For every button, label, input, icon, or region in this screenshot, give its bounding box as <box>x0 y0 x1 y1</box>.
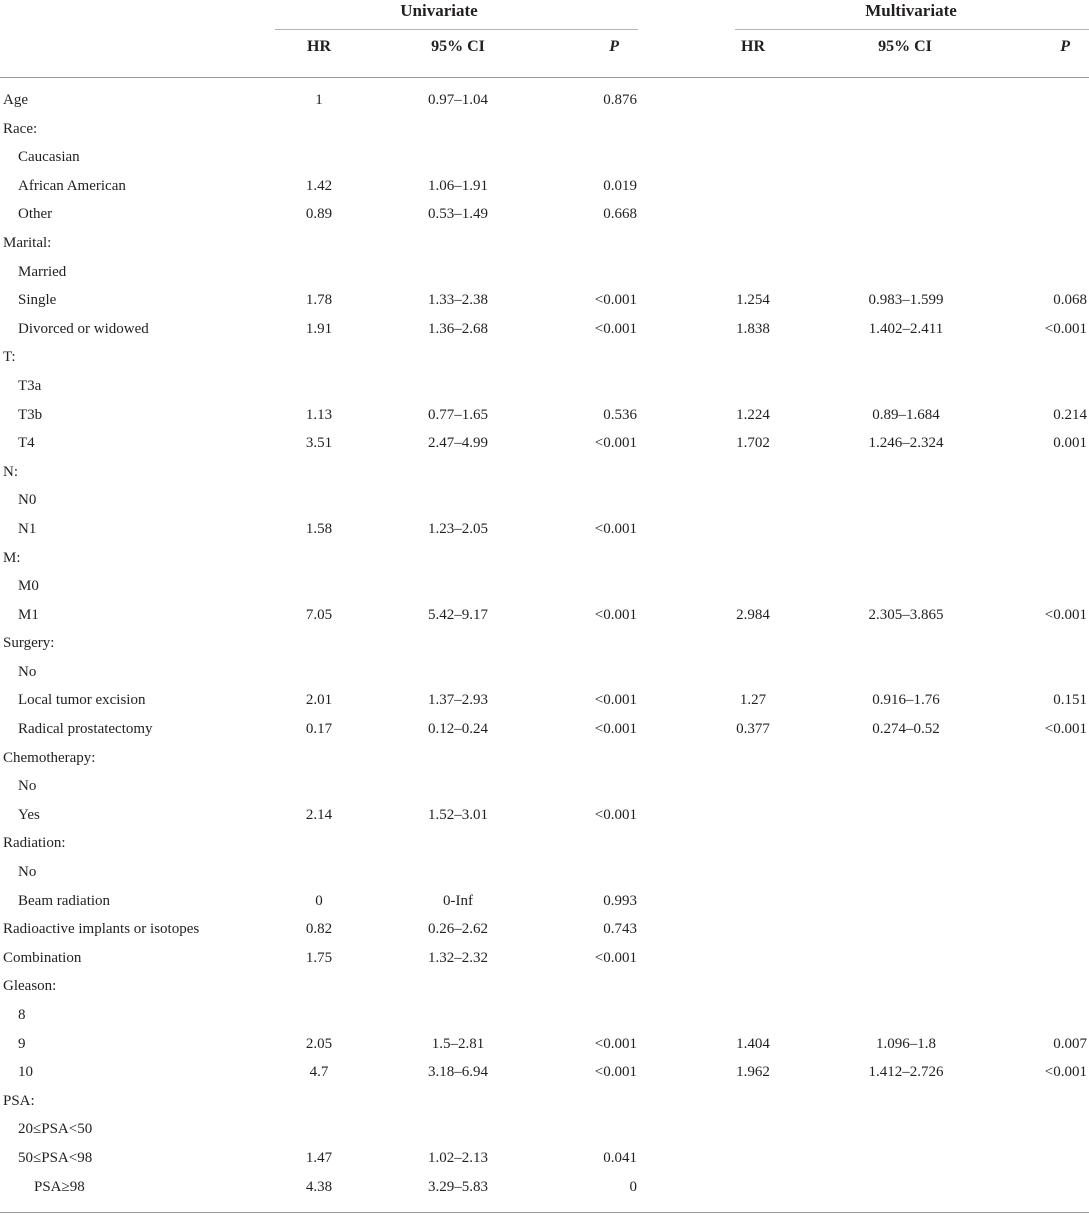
row-label: T3a <box>18 377 42 394</box>
univariate-ci-cell: 3.29–5.83 <box>428 1178 488 1195</box>
multivariate-hr-header: HR <box>741 38 765 55</box>
row-label: No <box>18 778 37 795</box>
univariate-hr-header: HR <box>307 38 331 55</box>
univariate-ci-cell: 1.37–2.93 <box>428 692 488 709</box>
table-row <box>0 144 1089 173</box>
table-row <box>0 316 1089 345</box>
univariate-ci-cell: 1.33–2.38 <box>428 292 488 309</box>
multivariate-hr-cell: 1.404 <box>736 1035 770 1052</box>
table-row <box>0 973 1089 1002</box>
table-row <box>0 745 1089 774</box>
table-row <box>0 573 1089 602</box>
row-label: Beam radiation <box>18 892 111 909</box>
univariate-p-header: P <box>609 38 619 55</box>
univariate-ci-cell: 0.77–1.65 <box>428 406 488 423</box>
univariate-ci-cell: 3.18–6.94 <box>428 1064 488 1081</box>
univariate-p-cell: <0.001 <box>594 721 637 738</box>
multivariate-ci-cell: 2.305–3.865 <box>868 606 944 623</box>
table-row <box>0 830 1089 859</box>
row-label: N: <box>3 463 18 480</box>
univariate-p-cell: <0.001 <box>594 320 637 337</box>
univariate-p-cell: <0.001 <box>594 806 637 823</box>
univariate-hr-cell: 1.75 <box>305 949 333 966</box>
univariate-p-cell: 0.743 <box>603 921 637 938</box>
table-body <box>0 87 1089 1202</box>
multivariate-hr-cell: 2.984 <box>736 606 770 623</box>
multivariate-p-cell: <0.001 <box>1044 606 1087 623</box>
multivariate-hr-cell: 1.702 <box>736 435 770 452</box>
table-row <box>0 916 1089 945</box>
table-row <box>0 459 1089 488</box>
univariate-p-cell: 0 <box>629 1178 637 1195</box>
univariate-ci-cell: 1.5–2.81 <box>431 1035 485 1052</box>
multivariate-p-cell: 0.001 <box>1053 435 1087 452</box>
univariate-p-cell: 0.876 <box>603 92 637 108</box>
row-label: PSA≥98 <box>34 1178 85 1195</box>
univariate-p-cell: 0.536 <box>603 406 637 423</box>
univariate-p-cell: 0.019 <box>603 177 637 194</box>
table-row <box>0 430 1089 459</box>
table-row <box>0 173 1089 202</box>
row-label: Gleason: <box>3 978 57 995</box>
univariate-ci-cell: 5.42–9.17 <box>428 606 488 623</box>
univariate-hr-cell: 3.51 <box>305 435 333 452</box>
univariate-hr-cell: 0.17 <box>305 721 333 738</box>
table-row <box>0 116 1089 145</box>
univariate-p-cell: <0.001 <box>594 606 637 623</box>
multivariate-header: Multivariate <box>865 1 957 20</box>
univariate-ci-cell: 0.12–0.24 <box>428 721 488 738</box>
table-row <box>0 1088 1089 1117</box>
univariate-hr-cell: 4.38 <box>305 1178 333 1195</box>
univariate-hr-cell: 1.47 <box>305 1149 333 1166</box>
row-label: T3b <box>18 406 43 423</box>
univariate-p-cell: <0.001 <box>594 435 637 452</box>
univariate-p-cell: 0.993 <box>603 892 637 909</box>
table-row <box>0 87 1089 116</box>
multivariate-p-cell: 0.151 <box>1053 692 1087 709</box>
univariate-ci-cell: 1.23–2.05 <box>428 520 488 537</box>
multivariate-underline <box>735 29 1089 30</box>
table-row <box>0 773 1089 802</box>
row-label: Marital: <box>3 234 52 251</box>
univariate-hr-cell: 0.89 <box>305 206 333 223</box>
univariate-p-cell: <0.001 <box>594 949 637 966</box>
univariate-hr-cell: 1.78 <box>305 292 333 309</box>
table-row <box>0 1174 1089 1203</box>
multivariate-p-header: P <box>1060 38 1070 55</box>
univariate-hr-cell: 1.42 <box>305 177 333 194</box>
table-row <box>0 602 1089 631</box>
univariate-p-cell: 0.041 <box>603 1149 637 1166</box>
table-row <box>0 859 1089 888</box>
multivariate-p-cell: 0.007 <box>1053 1035 1087 1052</box>
univariate-hr-cell: 0 <box>315 892 323 909</box>
univariate-hr-cell: 2.14 <box>305 806 333 823</box>
row-label: T: <box>3 349 16 366</box>
row-label: Combination <box>3 949 82 966</box>
univariate-ci-header: 95% CI <box>431 38 485 55</box>
table-row <box>0 888 1089 917</box>
univariate-hr-cell: 2.01 <box>305 692 333 709</box>
univariate-hr-cell: 1.13 <box>305 406 333 423</box>
multivariate-p-cell: <0.001 <box>1044 320 1087 337</box>
table-row <box>0 487 1089 516</box>
row-label: African American <box>18 177 126 194</box>
multivariate-hr-cell: 1.224 <box>736 406 770 423</box>
multivariate-hr-cell: 0.377 <box>736 721 770 738</box>
row-label: 10 <box>18 1064 33 1081</box>
univariate-p-cell: <0.001 <box>594 692 637 709</box>
multivariate-hr-cell: 1.838 <box>736 320 770 337</box>
table-row <box>0 1145 1089 1174</box>
multivariate-p-cell: 0.068 <box>1053 292 1087 309</box>
row-label: N1 <box>18 520 37 537</box>
row-label: Radiation: <box>3 835 66 852</box>
multivariate-ci-cell: 1.246–2.324 <box>868 435 944 452</box>
univariate-ci-cell: 1.36–2.68 <box>428 320 488 337</box>
row-label: M0 <box>18 578 39 595</box>
table-row <box>0 373 1089 402</box>
table-row <box>0 687 1089 716</box>
row-label: Age <box>3 92 28 108</box>
univariate-ci-cell: 0-Inf <box>443 892 473 909</box>
univariate-hr-cell: 1.91 <box>305 320 333 337</box>
row-label: Married <box>18 263 67 280</box>
row-label: No <box>18 864 37 881</box>
row-label: Yes <box>18 806 40 823</box>
row-label: 20≤PSA<50 <box>18 1121 93 1138</box>
univariate-ci-cell: 1.32–2.32 <box>428 949 488 966</box>
table-row <box>0 1031 1089 1060</box>
multivariate-p-cell: 0.214 <box>1053 406 1087 423</box>
univariate-p-cell: <0.001 <box>594 292 637 309</box>
univariate-ci-cell: 0.26–2.62 <box>428 921 488 938</box>
multivariate-p-cell: <0.001 <box>1044 1064 1087 1081</box>
multivariate-ci-cell: 1.412–2.726 <box>868 1064 944 1081</box>
table-row <box>0 201 1089 230</box>
row-label: Radical prostatectomy <box>18 721 153 738</box>
univariate-header: Univariate <box>400 1 478 20</box>
row-label: Race: <box>3 120 38 137</box>
table-row <box>0 1002 1089 1031</box>
bottom-rule <box>0 1212 1089 1213</box>
univariate-hr-cell: 2.05 <box>305 1035 333 1052</box>
univariate-ci-cell: 0.97–1.04 <box>428 92 488 108</box>
table-row <box>0 230 1089 259</box>
row-label: PSA: <box>3 1092 35 1109</box>
row-label: Divorced or widowed <box>18 320 149 337</box>
univariate-ci-cell: 0.53–1.49 <box>428 206 488 223</box>
univariate-p-cell: <0.001 <box>594 1035 637 1052</box>
table-row <box>0 1059 1089 1088</box>
univariate-p-cell: <0.001 <box>594 520 637 537</box>
univariate-underline <box>275 29 638 30</box>
table-row <box>0 1116 1089 1145</box>
row-label: Single <box>18 292 57 309</box>
univariate-hr-cell: 1.58 <box>305 520 333 537</box>
multivariate-ci-cell: 0.916–1.76 <box>872 692 940 709</box>
univariate-hr-cell: 0.82 <box>305 921 333 938</box>
table-row <box>0 659 1089 688</box>
multivariate-ci-header: 95% CI <box>878 38 932 55</box>
header-rule <box>0 77 1089 78</box>
table-row <box>0 630 1089 659</box>
multivariate-hr-cell: 1.254 <box>736 292 770 309</box>
univariate-ci-cell: 2.47–4.99 <box>428 435 488 452</box>
multivariate-ci-cell: 1.402–2.411 <box>868 320 944 337</box>
multivariate-hr-cell: 1.962 <box>736 1064 770 1081</box>
row-label: N0 <box>18 492 37 509</box>
table-row <box>0 945 1089 974</box>
row-label: 50≤PSA<98 <box>18 1149 93 1166</box>
row-label: 9 <box>18 1035 26 1052</box>
table-row <box>0 287 1089 316</box>
row-label: 8 <box>18 1007 26 1023</box>
table-row <box>0 516 1089 545</box>
row-label: M: <box>3 549 21 566</box>
univariate-ci-cell: 1.06–1.91 <box>428 177 488 194</box>
row-label: M1 <box>18 606 39 623</box>
univariate-p-cell: <0.001 <box>594 1064 637 1081</box>
univariate-ci-cell: 1.52–3.01 <box>428 806 488 823</box>
row-label: Chemotherapy: <box>3 749 96 766</box>
row-label: Surgery: <box>3 635 55 652</box>
table-row <box>0 259 1089 288</box>
multivariate-ci-cell: 0.274–0.52 <box>872 721 940 738</box>
multivariate-ci-cell: 0.89–1.684 <box>872 406 940 423</box>
table-row <box>0 402 1089 431</box>
univariate-ci-cell: 1.02–2.13 <box>428 1149 488 1166</box>
row-label: Radioactive implants or isotopes <box>3 921 200 938</box>
multivariate-p-cell: <0.001 <box>1044 721 1087 738</box>
table-row <box>0 344 1089 373</box>
multivariate-hr-cell: 1.27 <box>739 692 767 709</box>
univariate-hr-cell: 7.05 <box>305 606 333 623</box>
row-label: Other <box>18 206 53 223</box>
row-label: Local tumor excision <box>18 692 146 709</box>
univariate-hr-cell: 4.7 <box>309 1064 329 1081</box>
multivariate-ci-cell: 0.983–1.599 <box>868 292 944 309</box>
table-row <box>0 802 1089 831</box>
table-row <box>0 716 1089 745</box>
table-row <box>0 545 1089 574</box>
multivariate-ci-cell: 1.096–1.8 <box>876 1035 936 1052</box>
row-label: No <box>18 663 37 680</box>
row-label: T4 <box>18 435 35 452</box>
univariate-hr-cell: 1 <box>315 92 323 108</box>
row-label: Caucasian <box>18 149 80 166</box>
univariate-p-cell: 0.668 <box>603 206 637 223</box>
